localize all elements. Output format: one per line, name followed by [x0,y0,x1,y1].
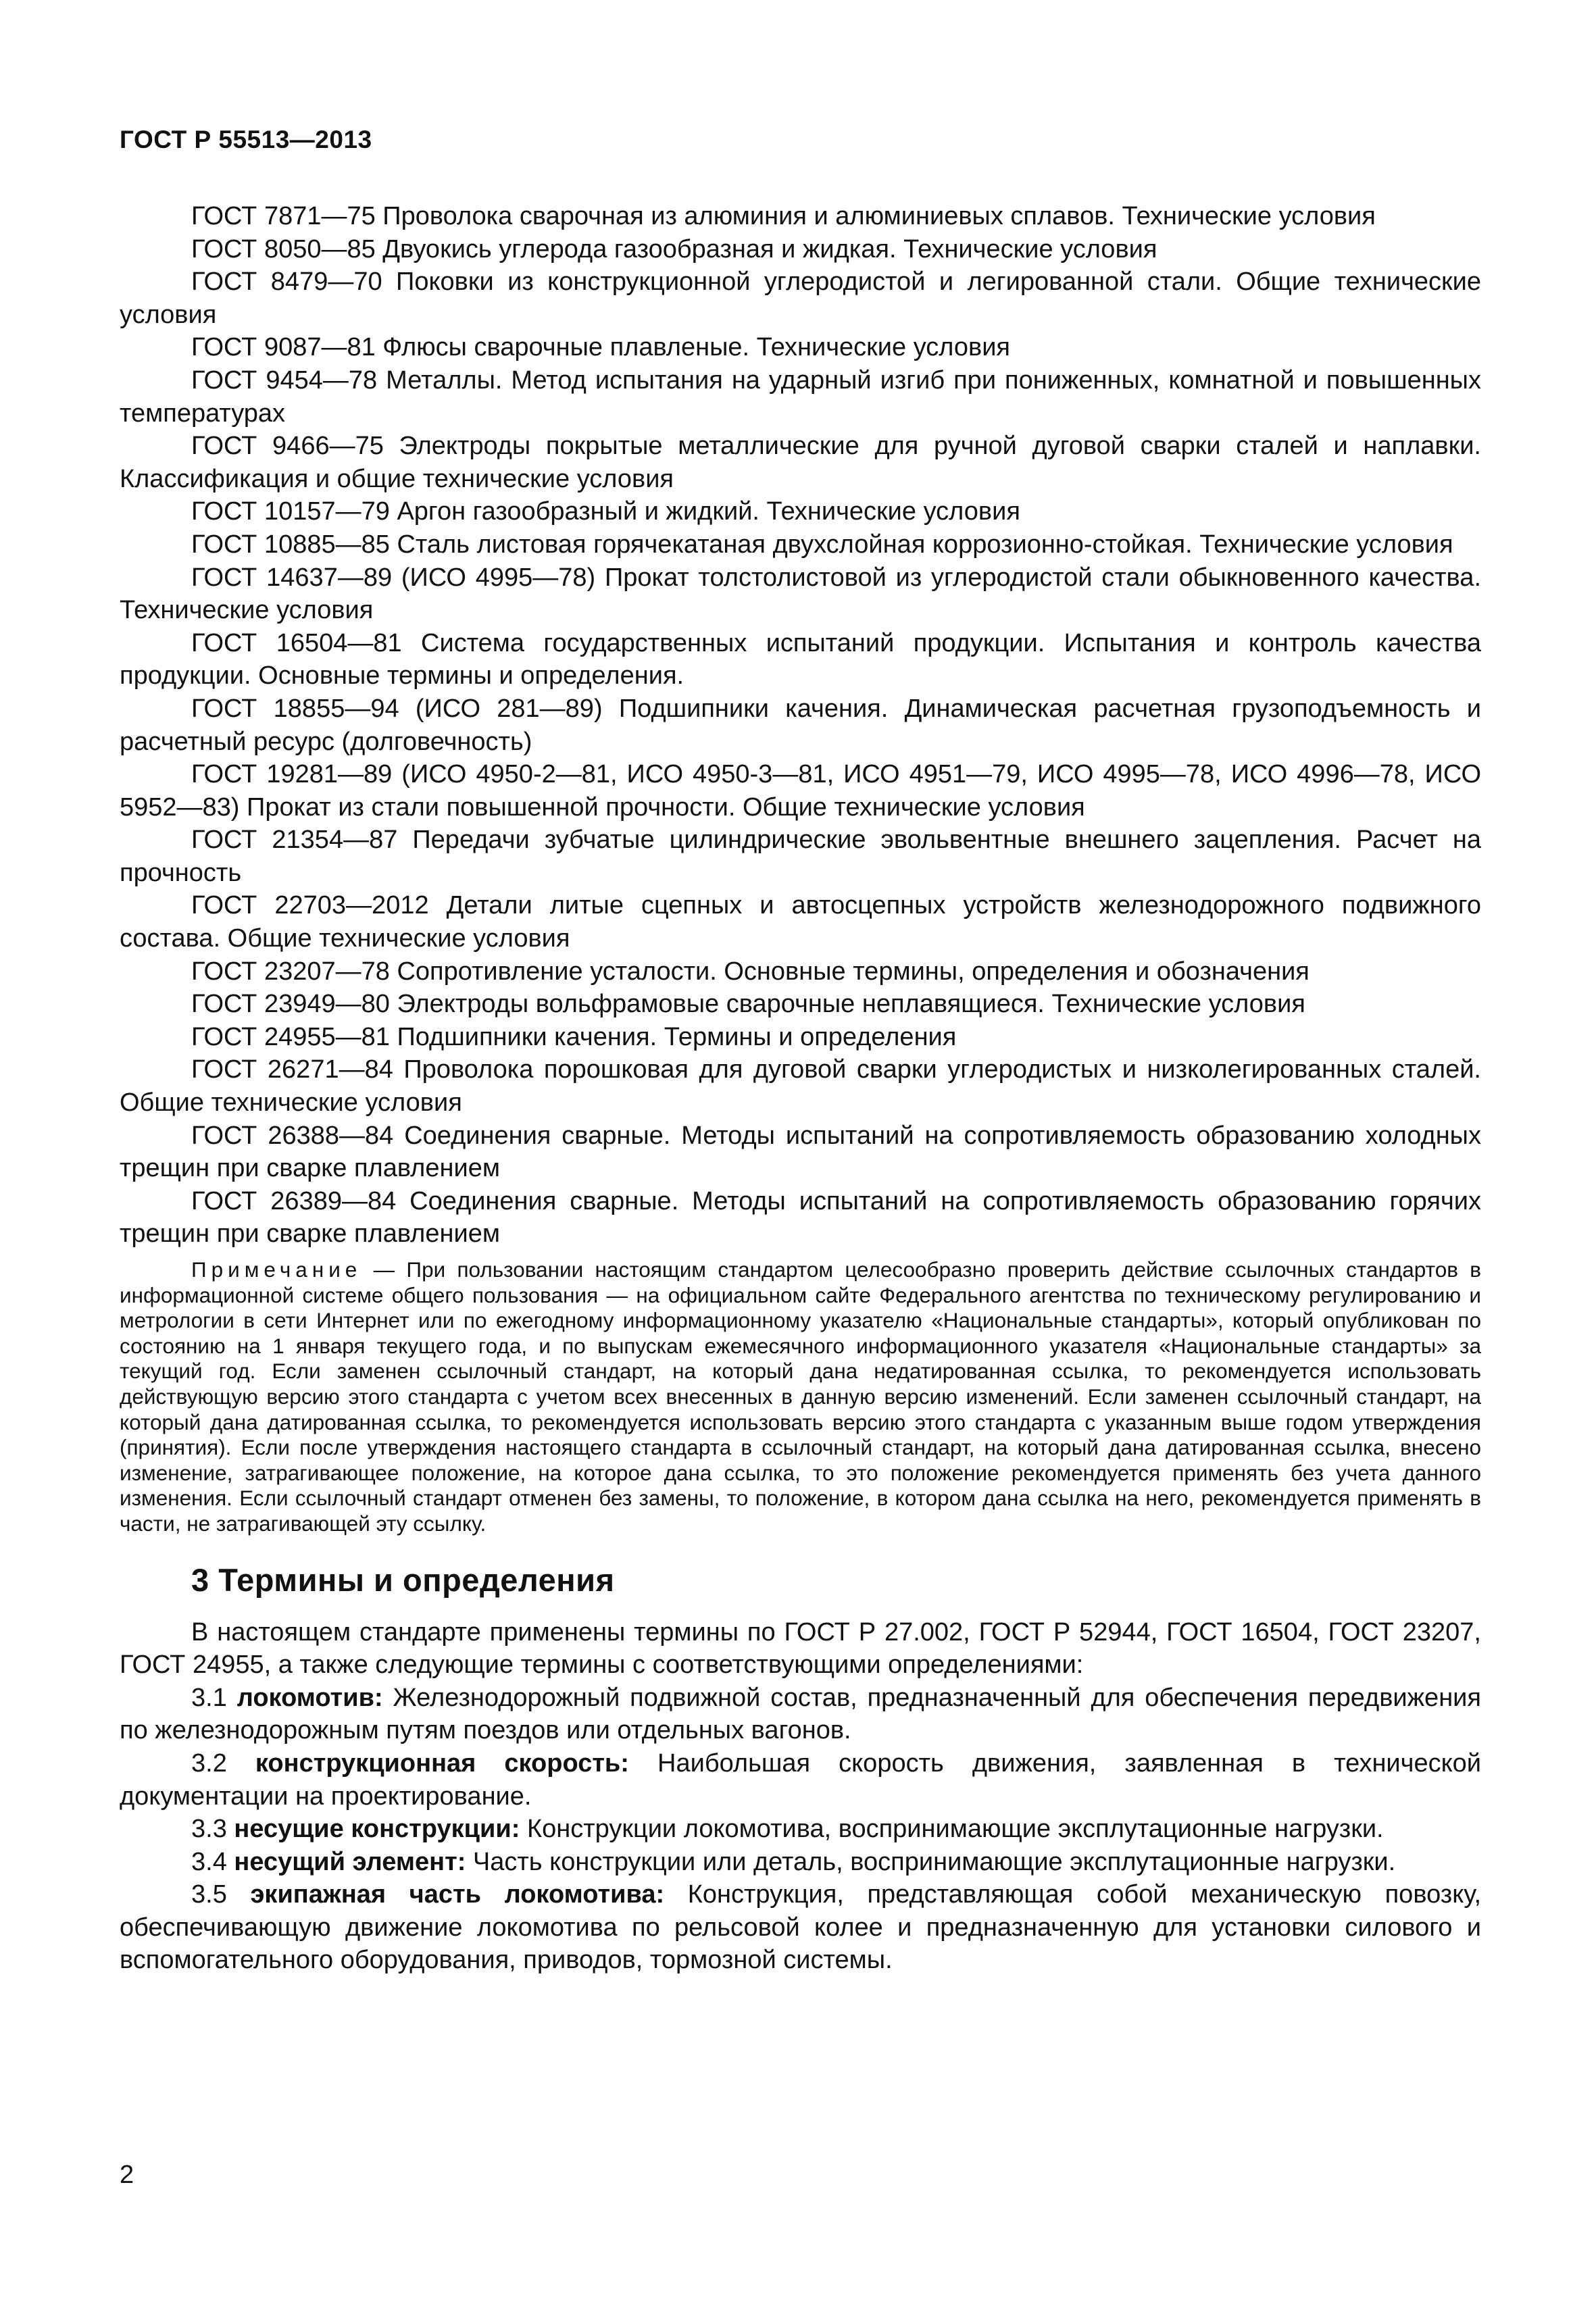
reference-item: ГОСТ 22703—2012 Детали литые сцепных и автосцепных устройств железнодорожного подвижного состава. Общие технические условия [120,891,1481,953]
note-paragraph [120,1257,1481,1537]
reference-item: ГОСТ 9466—75 Электроды покрытые металлические для ручной дуговой сварки сталей и наплавки. Классификация и общие технические условия [120,432,1481,493]
section-intro: В настоящем стандарте применены термины по ГОСТ Р 27.002, ГОСТ Р 52944, ГОСТ 16504, ГОСТ 23207, ГОСТ 24955, а также следующие термины с соответствующими определениями: [120,1617,1481,1680]
term-name: конструкционная скорость: [255,1749,629,1778]
reference-item: ГОСТ 23207—78 Сопротивление усталости. Основные термины, определения и обозначения [191,957,1310,986]
term-definition [120,1682,1481,1747]
term-text: Железнодорожный подвижной состав, предназначенный для обеспечения передвижения по железнодорожным путям поездов или отдельных вагонов. [120,1683,1481,1745]
reference-list [120,200,1481,1251]
term-definition [120,1846,1481,1879]
document-header: ГОСТ Р 55513—2013 [120,126,372,153]
term-number: 3.1 [191,1683,227,1712]
reference-item: ГОСТ 23949—80 Электроды вольфрамовые сварочные неплавящиеся. Технические условия [191,990,1305,1019]
term-definition [120,1747,1481,1813]
reference-item: ГОСТ 16504—81 Система государственных испытаний продукции. Испытания и контроль качества продукции. Основные термины и определения. [120,628,1481,690]
term-number: 3.3 [191,1815,227,1844]
term-text: Конструкция, представляющая собой механическую повозку, обеспечивающую движение локомотива по рельсовой колее и предназначенную для установки силового и вспомогательного оборудования, приводов, тормозной системы. [120,1880,1482,1975]
note-label: Примечание [191,1257,362,1282]
term-name: экипажная часть локомотива: [250,1880,665,1909]
reference-item: ГОСТ 26389—84 Соединения сварные. Методы испытаний на сопротивляемость образованию горячих трещин при сварке плавлением [120,1186,1481,1249]
term-text: Наибольшая скорость движения, заявленная в технической документации на проектирование. [120,1749,1482,1811]
reference-item: ГОСТ 8479—70 Поковки из конструкционной углеродистой и легированной стали. Общие технические условия [120,268,1481,329]
term-definition [120,1813,1481,1846]
reference-item: ГОСТ 21354—87 Передачи зубчатые цилиндрические эвольвентные внешнего зацепления. Расчет на прочность [120,826,1481,887]
term-number: 3.5 [191,1880,227,1909]
term-name: несущие конструкции: [234,1815,520,1844]
reference-item: ГОСТ 18855—94 (ИСО 281—89) Подшипники качения. Динамическая расчетная грузоподъемность и расчетный ресурс (долговечность) [120,694,1481,756]
term-text: Часть конструкции или деталь, воспринимающие эксплутационные нагрузки. [472,1847,1396,1876]
term-number: 3.2 [191,1749,227,1778]
term-definition [120,1878,1481,1977]
term-number: 3.4 [191,1847,227,1876]
term-name: несущий элемент: [234,1847,466,1876]
page-content [120,200,1481,1977]
reference-item: ГОСТ 9454—78 Металлы. Метод испытания на ударный изгиб при пониженных, комнатной и повышенных температурах [120,366,1481,428]
note-text: — При пользовании настоящим стандартом целесообразно проверить действие ссылочных стандартов в информационной системе общего пользования — на официальном сайте Федерального агентства по техническому регулированию и метрологии в сети Интернет или по ежегодному информационному указателю «Национальные стандарты», который опубликован по состоянию на 1 января текущего года, и по выпускам ежемесячного информационного указателя «Национальные стандарты» за текущий год. Если заменен ссылочный стандарт, на который дана недатированная ссылка, то рекомендуется использовать действующую версию этого стандарта с учетом всех внесенных в данную версию изменений. Если заменен ссылочный стандарт, на который дана датированная ссылка, то рекомендуется использовать версию этого стандарта с указанным выше годом утверждения (принятия). Если после утверждения настоящего стандарта в ссылочный стандарт, на который дана датированная ссылка, внесено изменение, затрагивающее положение, на которое дана ссылка, то это положение рекомендуется применять без учета данного изменения. Если ссылочный стандарт отменен без замены, то положение, в котором дана ссылка на него, рекомендуется применять в части, не затрагивающей эту ссылку. [120,1257,1481,1536]
page-number: 2 [120,2161,134,2189]
reference-item: ГОСТ 10885—85 Сталь листовая горячекатаная двухслойная коррозионно-стойкая. Технические условия [191,530,1453,559]
reference-item: ГОСТ 9087—81 Флюсы сварочные плавленые. Технические условия [191,333,1011,362]
reference-item: ГОСТ 26388—84 Соединения сварные. Методы испытаний на сопротивляемость образованию холодных трещин при сварке плавлением [120,1121,1481,1183]
section-title: 3 Термины и определения [191,1561,615,1598]
reference-item: ГОСТ 19281—89 (ИСО 4950-2—81, ИСО 4950-3—81, ИСО 4951—79, ИСО 4995—78, ИСО 4996—78, ИСО 5952—83) Прокат из стали повышенной прочности. Общие технические условия [120,760,1481,822]
term-name: локомотив: [236,1683,383,1712]
reference-item: ГОСТ 24955—81 Подшипники качения. Термины и определения [191,1022,957,1051]
reference-item: ГОСТ 10157—79 Аргон газообразный и жидкий. Технические условия [191,497,1020,526]
reference-item: ГОСТ 7871—75 Проволока сварочная из алюминия и алюминиевых сплавов. Технические условия [191,202,1376,230]
reference-item: ГОСТ 26271—84 Проволока порошковая для дуговой сварки углеродистых и низколегированных сталей. Общие технические условия [120,1055,1481,1117]
term-text: Конструкции локомотива, воспринимающие эксплутационные нагрузки. [526,1815,1384,1844]
reference-item: ГОСТ 8050—85 Двуокись углерода газообразная и жидкая. Технические условия [191,234,1157,263]
reference-item: ГОСТ 14637—89 (ИСО 4995—78) Прокат толстолистовой из углеродистой стали обыкновенного качества. Технические условия [120,563,1481,625]
